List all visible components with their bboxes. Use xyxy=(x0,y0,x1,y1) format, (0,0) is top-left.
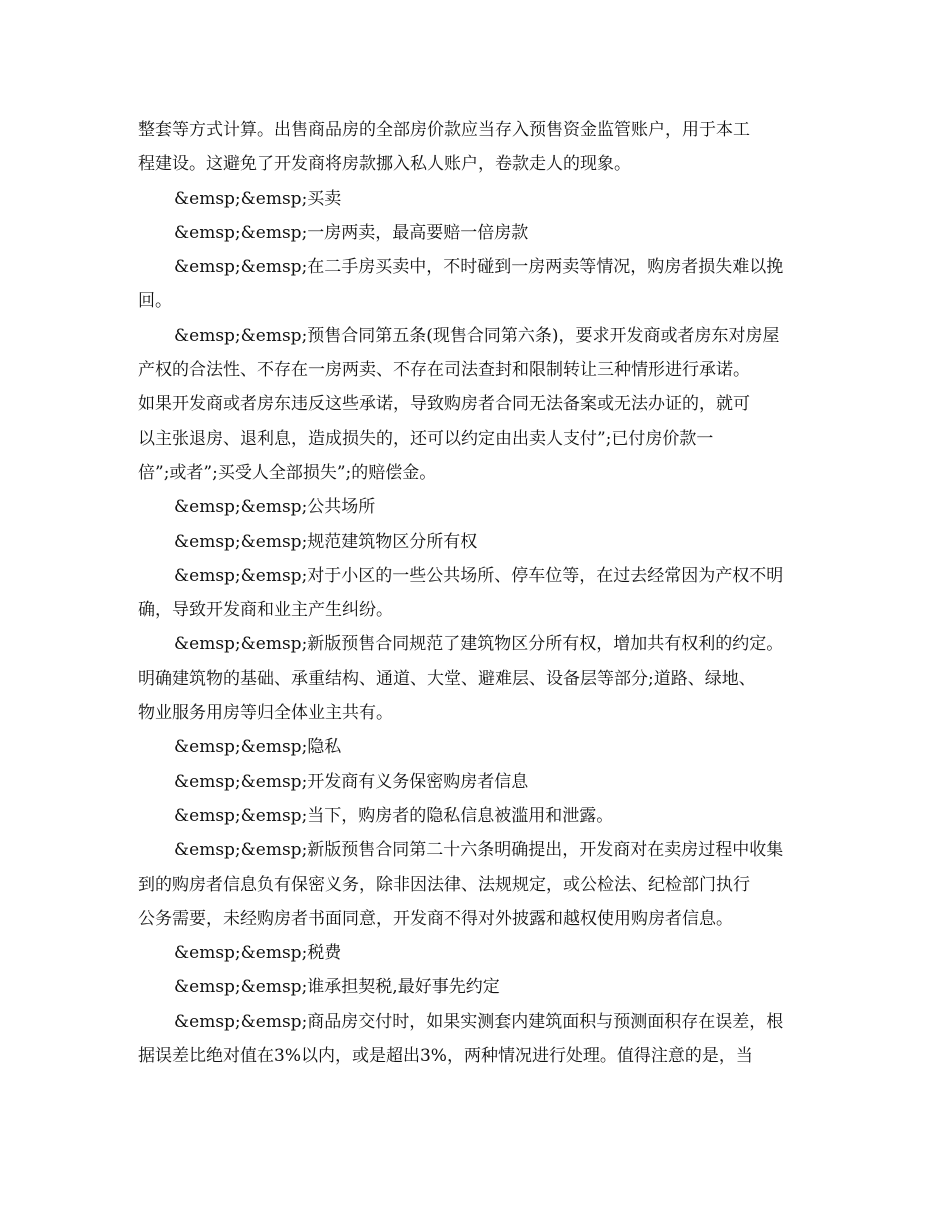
paragraph: &emsp;&emsp;商品房交付时，如果实测套内建筑面积与预测面积存在误差，根 据误差比绝对值在3%以内，或是超出3%，两种情况进行处理。值得注意的是，当 xyxy=(138,1011,784,1067)
paragraph: &emsp;&emsp;隐私 xyxy=(174,737,342,758)
paragraph: &emsp;&emsp;新版预售合同第二十六条明确提出，开发商对在卖房过程中收集 到的购房者信息负有保密义务，除非因法律、法规规定，或公检法、纪检部门执行 公务需要，未经购房者书面同意，开发商不得对外披露和越权使用购房者信息。 xyxy=(138,840,784,929)
paragraph: &emsp;&emsp;税费 xyxy=(174,943,342,964)
paragraph: &emsp;&emsp;当下，购房者的隐私信息被滥用和泄露。 xyxy=(174,805,614,826)
paragraph: &emsp;&emsp;一房两卖，最高要赔一倍房款 xyxy=(174,222,529,243)
paragraph: &emsp;&emsp;预售合同第五条(现售合同第六条)，要求开发商或者房东对房屋 产权的合法性、不存在一房两卖、不存在司法查封和限制转让三种情形进行承诺。 如果开发商或者房东违反这些承诺，导致购房者合同无法备案或无法办证的，就可 以主张退房、退利息，造成损失的，还可以约定由出卖人支付”;已付房价款一 倍”;或者”;买受人全部损失”;的赔偿金。 xyxy=(138,325,780,483)
paragraph: &emsp;&emsp;规范建筑物区分所有权 xyxy=(174,531,478,552)
paragraph: 整套等方式计算。出售商品房的全部房价款应当存入预售资金监管账户，用于本工 程建设。这避免了开发商将房款挪入私人账户，卷款走人的现象。 xyxy=(138,120,750,175)
paragraph: &emsp;&emsp;公共场所 xyxy=(174,497,376,518)
paragraph: &emsp;&emsp;买卖 xyxy=(174,188,342,209)
document-body xyxy=(138,113,818,1073)
paragraph: &emsp;&emsp;谁承担契税,最好事先约定 xyxy=(174,977,500,998)
paragraph: &emsp;&emsp;新版预售合同规范了建筑物区分所有权，增加共有权利的约定。 明确建筑物的基础、承重结构、通道、大堂、避难层、设备层等部分;道路、绿地、 物业服务用房等归全体业主共有。 xyxy=(138,634,784,724)
paragraph: &emsp;&emsp;对于小区的一些公共场所、停车位等，在过去经常因为产权不明 确，导致开发商和业主产生纠纷。 xyxy=(138,565,784,621)
paragraph: &emsp;&emsp;开发商有义务保密购房者信息 xyxy=(174,771,529,792)
paragraph: &emsp;&emsp;在二手房买卖中，不时碰到一房两卖等情况，购房者损失难以挽 回。 xyxy=(138,257,784,312)
